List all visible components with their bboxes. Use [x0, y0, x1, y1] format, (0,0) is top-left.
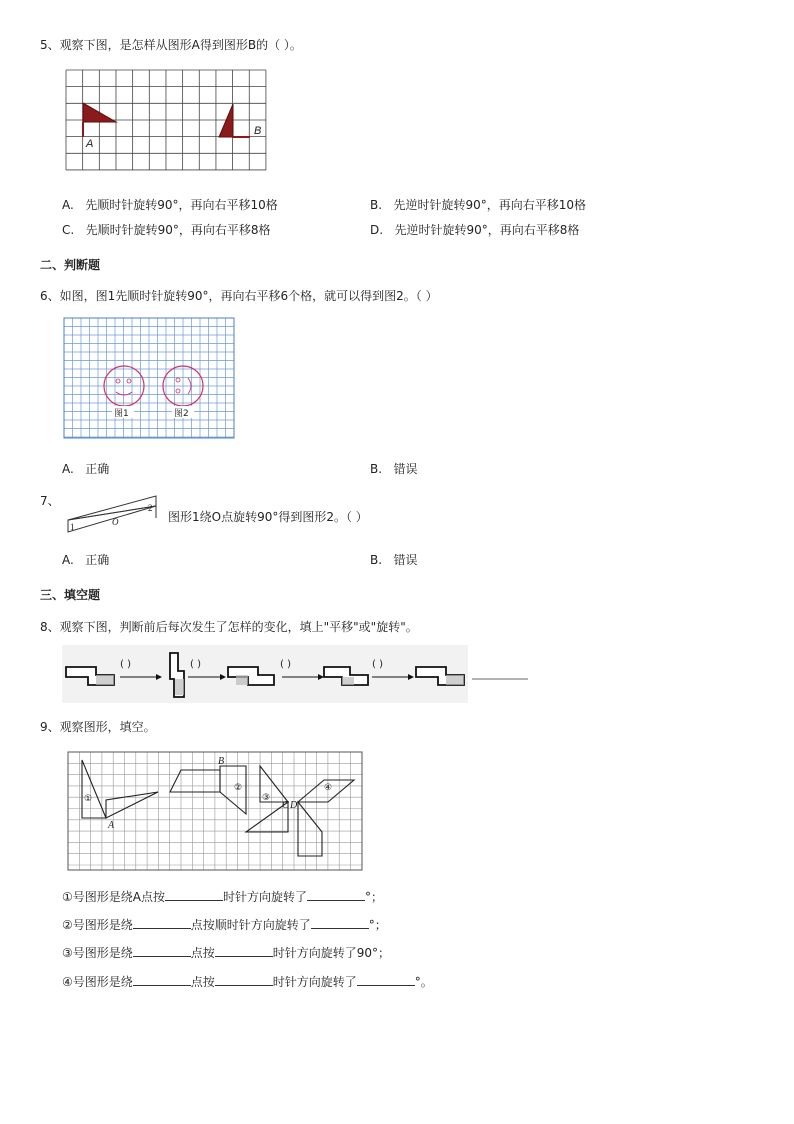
q9-grid-figure	[68, 752, 364, 872]
q7-stem: 图形1绕O点旋转90°得到图形2。（ ）	[168, 510, 368, 524]
q5-option-d: D. 先逆时针旋转90°，再向右平移8格	[370, 223, 580, 237]
q5-stem: 5、观察下图，是怎样从图形A得到图形B的（ ）。	[40, 38, 302, 52]
q9-shape-top	[170, 770, 220, 792]
q6-grid-figure	[64, 318, 234, 438]
q8-paren-4: ( )	[372, 659, 383, 670]
q9-label-n1: ①	[84, 794, 93, 804]
q5-shape-b	[219, 104, 233, 137]
q7-label-o: O	[112, 517, 119, 527]
q9-blank-3b[interactable]	[215, 946, 273, 957]
q9-label-n3: ③	[262, 793, 271, 803]
q9-blank-2b[interactable]	[311, 918, 369, 929]
q9-shape-1	[82, 760, 106, 818]
q8-stem: 8、观察下图，判断前后每次发生了怎样的变化，填上"平移"或"旋转"。	[40, 620, 418, 634]
section-title-judgement: 二、判断题	[40, 258, 101, 272]
q9-blank-4c[interactable]	[357, 975, 415, 986]
q5-option-b: B. 先逆时针旋转90°，再向右平移10格	[370, 198, 587, 212]
q9-line-3: ③号图形是绕 点按 时针方向旋转了90°；	[62, 946, 391, 960]
q7-label-2: 2	[148, 503, 153, 513]
q9-blank-3a[interactable]	[133, 946, 191, 957]
q8-paren-2: ( )	[190, 659, 201, 670]
q5-option-c: C. 先顺时针旋转90°，再向右平移8格	[62, 223, 271, 237]
q6-option-a: A. 正确	[62, 462, 110, 476]
q9-shape-2	[220, 766, 246, 814]
q5-grid-figure	[66, 70, 270, 172]
q6-stem: 6、如图，图1先顺时针旋转90°，再向右平移6个格，就可以得到图2。（ ）	[40, 289, 438, 303]
q5-label-a: A	[86, 138, 94, 150]
q6-fig2-label: 图2	[174, 409, 189, 419]
q9-label-b: B	[218, 756, 225, 767]
q9-line-4: ④号图形是绕 点按 时针方向旋转了 °。	[62, 975, 433, 989]
q9-label-n2: ②	[234, 783, 243, 793]
q9-label-a: A	[108, 820, 115, 831]
q5-label-b: B	[254, 125, 262, 137]
q9-label-n4: ④	[324, 783, 333, 793]
section-title-fill-in: 三、填空题	[40, 588, 101, 602]
q8-paren-3: ( )	[280, 659, 291, 670]
q9-stem: 9、观察图形，填空。	[40, 720, 156, 734]
q7-option-a: A. 正确	[62, 553, 110, 567]
q5-option-a: A. 先顺时针旋转90°，再向右平移10格	[62, 198, 278, 212]
q9-line-2: ②号图形是绕 点按顺时针方向旋转了 °；	[62, 918, 387, 932]
q9-blank-4b[interactable]	[215, 975, 273, 986]
q8-sequence-figure	[62, 645, 532, 703]
q6-fig1-label: 图1	[114, 409, 129, 419]
q7-number: 7、	[40, 494, 60, 508]
q9-blank-1a[interactable]	[165, 890, 223, 901]
q7-option-b: B. 错误	[370, 553, 418, 567]
q7-label-1: 1	[70, 522, 75, 532]
q9-blank-2a[interactable]	[133, 918, 191, 929]
q6-option-b: B. 错误	[370, 462, 418, 476]
q9-label-c: C	[282, 800, 289, 811]
q9-blank-1b[interactable]	[307, 890, 365, 901]
q9-line-1: ①号图形是绕A点按 时针方向旋转了 °；	[62, 890, 383, 904]
q8-paren-1: ( )	[120, 659, 131, 670]
q7-figure	[66, 494, 162, 536]
q9-label-d: D	[290, 800, 298, 811]
q9-blank-4a[interactable]	[133, 975, 191, 986]
